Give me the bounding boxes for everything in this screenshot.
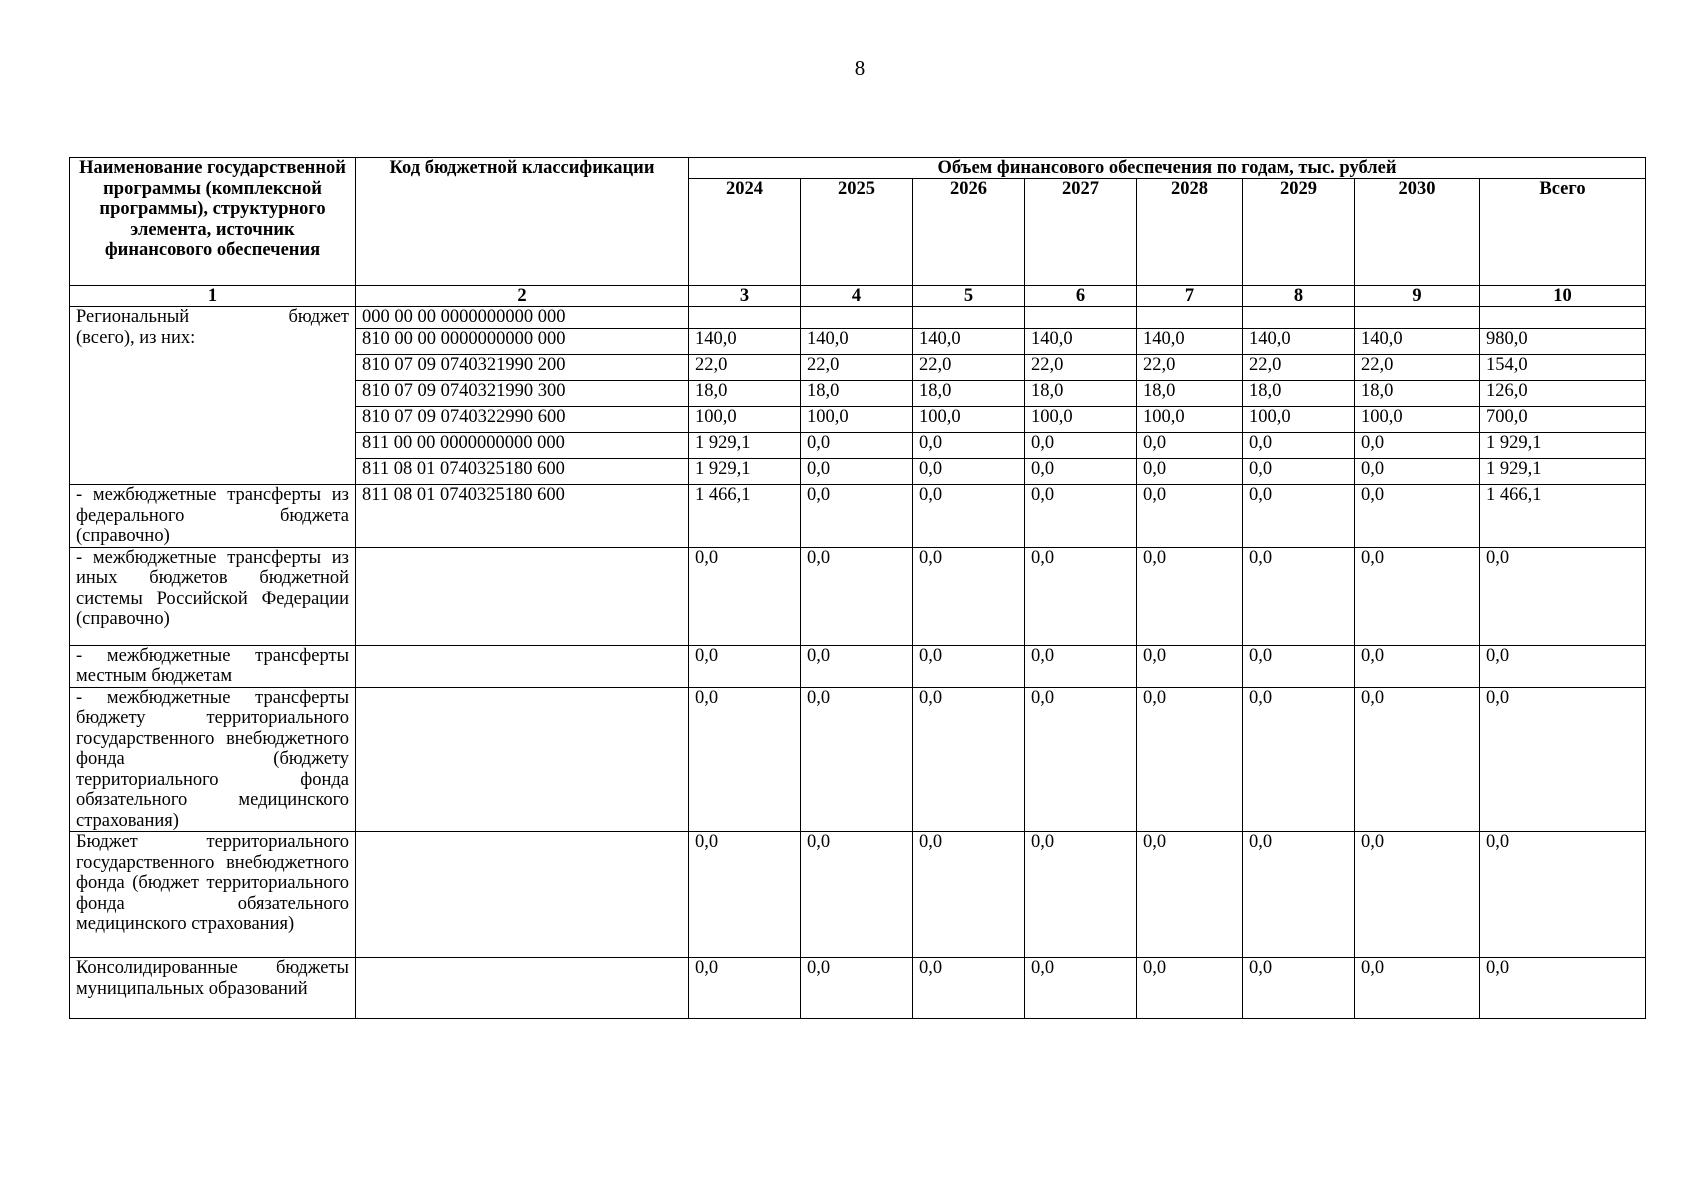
table-row	[70, 547, 1646, 645]
value-cell: 0,0	[913, 958, 1025, 1019]
value-cell	[689, 307, 801, 329]
value-cell: 0,0	[1025, 687, 1137, 832]
value-cell: 0,0	[1480, 547, 1646, 645]
budget-code-cell	[356, 687, 689, 832]
budget-code-cell: 810 00 00 0000000000 000	[356, 329, 689, 355]
value-cell: 18,0	[689, 381, 801, 407]
value-cell: 0,0	[1355, 459, 1480, 485]
value-cell: 22,0	[913, 355, 1025, 381]
value-cell: 0,0	[1243, 433, 1355, 459]
value-cell: 0,0	[913, 433, 1025, 459]
column-number-0: 1	[70, 286, 356, 307]
row-name-cell	[70, 547, 356, 645]
value-cell: 1 929,1	[1480, 433, 1646, 459]
budget-code-cell: 000 00 00 0000000000 000	[356, 307, 689, 329]
value-cell: 0,0	[1025, 547, 1137, 645]
value-cell: 18,0	[801, 381, 913, 407]
value-cell	[801, 307, 913, 329]
value-cell: 0,0	[1137, 645, 1243, 687]
value-cell: 18,0	[1243, 381, 1355, 407]
row-name-regional-budget	[70, 307, 356, 485]
budget-table	[69, 157, 1646, 1019]
budget-code-cell: 810 07 09 0740322990 600	[356, 407, 689, 433]
column-number-5: 6	[1025, 286, 1137, 307]
value-cell: 22,0	[1025, 355, 1137, 381]
header-name-column: Наименование государственной программы (комплексной программы), структурного элемента, источник финансового обеспечения	[70, 158, 356, 286]
value-cell: 0,0	[801, 687, 913, 832]
budget-code-cell: 811 08 01 0740325180 600	[356, 459, 689, 485]
value-cell: 0,0	[1355, 832, 1480, 958]
header-year-1: 2025	[801, 179, 913, 286]
value-cell: 22,0	[689, 355, 801, 381]
value-cell: 18,0	[1137, 381, 1243, 407]
value-cell	[1025, 307, 1137, 329]
value-cell: 0,0	[1137, 958, 1243, 1019]
value-cell: 0,0	[1137, 687, 1243, 832]
table-row	[70, 307, 1646, 329]
value-cell: 0,0	[1480, 687, 1646, 832]
row-name-text: - межбюджетные трансферты из иных бюджетов бюджетной системы Российской Федерации (справочно)	[76, 547, 349, 629]
page-number: 8	[854, 56, 866, 80]
value-cell: 0,0	[801, 645, 913, 687]
value-cell: 0,0	[1355, 433, 1480, 459]
value-cell: 0,0	[1243, 485, 1355, 548]
value-cell: 700,0	[1480, 407, 1646, 433]
column-number-9: 10	[1480, 286, 1646, 307]
value-cell: 0,0	[913, 485, 1025, 548]
value-cell: 0,0	[689, 547, 801, 645]
row-name-text: Консолидированные бюджеты муниципальных образований	[76, 958, 349, 999]
value-cell: 140,0	[913, 329, 1025, 355]
value-cell: 0,0	[1243, 459, 1355, 485]
regional-name-part: бюджет	[288, 307, 349, 327]
value-cell: 140,0	[1355, 329, 1480, 355]
value-cell: 1 466,1	[689, 485, 801, 548]
column-number-6: 7	[1137, 286, 1243, 307]
budget-code-cell	[356, 547, 689, 645]
value-cell: 0,0	[1480, 958, 1646, 1019]
value-cell: 140,0	[689, 329, 801, 355]
value-cell: 0,0	[913, 687, 1025, 832]
header-code-column: Код бюджетной классификации	[356, 158, 689, 286]
value-cell: 154,0	[1480, 355, 1646, 381]
budget-code-cell	[356, 958, 689, 1019]
column-number-2: 3	[689, 286, 801, 307]
column-number-7: 8	[1243, 286, 1355, 307]
row-name-cell	[70, 832, 356, 958]
header-year-0: 2024	[689, 179, 801, 286]
row-name-cell	[70, 645, 356, 687]
value-cell: 0,0	[1480, 832, 1646, 958]
header-row-1	[70, 158, 1646, 179]
value-cell: 140,0	[1243, 329, 1355, 355]
value-cell: 0,0	[689, 958, 801, 1019]
value-cell: 0,0	[913, 832, 1025, 958]
value-cell	[913, 307, 1025, 329]
table-row	[70, 832, 1646, 958]
value-cell: 100,0	[1355, 407, 1480, 433]
value-cell: 0,0	[1137, 433, 1243, 459]
value-cell: 140,0	[1137, 329, 1243, 355]
header-year-6: 2030	[1355, 179, 1480, 286]
value-cell: 100,0	[689, 407, 801, 433]
value-cell	[1355, 307, 1480, 329]
value-cell: 0,0	[801, 958, 913, 1019]
table-row	[70, 485, 1646, 548]
value-cell: 0,0	[801, 485, 913, 548]
budget-code-cell	[356, 645, 689, 687]
value-cell: 0,0	[1025, 485, 1137, 548]
budget-code-cell: 811 08 01 0740325180 600	[356, 485, 689, 548]
table-row	[70, 645, 1646, 687]
value-cell: 100,0	[1243, 407, 1355, 433]
value-cell: 0,0	[801, 459, 913, 485]
value-cell: 18,0	[913, 381, 1025, 407]
column-number-1: 2	[356, 286, 689, 307]
header-year-7: Всего	[1480, 179, 1646, 286]
row-name-text: - межбюджетные трансферты бюджету территориального государственного внебюджетного фонда (бюджету территориального фонда обязательного медицинского страхования)	[76, 687, 349, 831]
header-year-2: 2026	[913, 179, 1025, 286]
value-cell: 0,0	[1137, 547, 1243, 645]
value-cell: 100,0	[913, 407, 1025, 433]
header-volume-column: Объем финансового обеспечения по годам, тыс. рублей	[689, 158, 1646, 179]
value-cell: 0,0	[1025, 958, 1137, 1019]
value-cell: 140,0	[801, 329, 913, 355]
value-cell: 0,0	[1137, 832, 1243, 958]
value-cell: 1 929,1	[689, 433, 801, 459]
value-cell: 100,0	[801, 407, 913, 433]
header-year-5: 2029	[1243, 179, 1355, 286]
budget-code-cell	[356, 832, 689, 958]
value-cell: 1 929,1	[689, 459, 801, 485]
row-name-cell	[70, 687, 356, 832]
value-cell: 22,0	[1243, 355, 1355, 381]
value-cell: 22,0	[801, 355, 913, 381]
value-cell: 18,0	[1025, 381, 1137, 407]
value-cell: 0,0	[689, 687, 801, 832]
budget-code-cell: 810 07 09 0740321990 200	[356, 355, 689, 381]
value-cell: 0,0	[1480, 645, 1646, 687]
column-number-3: 4	[801, 286, 913, 307]
column-number-4: 5	[913, 286, 1025, 307]
value-cell	[1480, 307, 1646, 329]
value-cell: 0,0	[1355, 547, 1480, 645]
regional-name-part: (всего), из них:	[76, 327, 196, 348]
row-name-cell	[70, 485, 356, 548]
value-cell: 0,0	[913, 459, 1025, 485]
value-cell: 0,0	[1355, 485, 1480, 548]
value-cell: 0,0	[689, 832, 801, 958]
row-name-cell	[70, 958, 356, 1019]
value-cell: 0,0	[913, 645, 1025, 687]
value-cell: 0,0	[801, 547, 913, 645]
value-cell: 0,0	[1243, 687, 1355, 832]
header-year-4: 2028	[1137, 179, 1243, 286]
value-cell: 0,0	[1243, 958, 1355, 1019]
column-number-8: 9	[1355, 286, 1480, 307]
regional-name-part: Региональный	[76, 307, 190, 327]
value-cell	[1243, 307, 1355, 329]
value-cell: 0,0	[1355, 687, 1480, 832]
value-cell: 0,0	[1025, 459, 1137, 485]
value-cell	[1137, 307, 1243, 329]
header-row-column-numbers	[70, 286, 1646, 307]
value-cell: 22,0	[1355, 355, 1480, 381]
value-cell: 0,0	[1243, 645, 1355, 687]
header-year-3: 2027	[1025, 179, 1137, 286]
value-cell: 1 929,1	[1480, 459, 1646, 485]
value-cell: 0,0	[801, 832, 913, 958]
value-cell: 140,0	[1025, 329, 1137, 355]
value-cell: 100,0	[1025, 407, 1137, 433]
table-row	[70, 687, 1646, 832]
budget-code-cell: 811 00 00 0000000000 000	[356, 433, 689, 459]
value-cell: 0,0	[1355, 958, 1480, 1019]
row-name-text: - межбюджетные трансферты местным бюджетам	[76, 645, 349, 686]
row-name-text: Бюджет территориального государственного внебюджетного фонда (бюджет территориального фонда обязательного медицинского страхования)	[76, 832, 349, 934]
value-cell: 22,0	[1137, 355, 1243, 381]
value-cell: 100,0	[1137, 407, 1243, 433]
value-cell: 0,0	[1243, 547, 1355, 645]
row-name-text: - межбюджетные трансферты из федерального бюджета (справочно)	[76, 485, 349, 546]
value-cell: 0,0	[1137, 485, 1243, 548]
value-cell: 0,0	[1243, 832, 1355, 958]
budget-code-cell: 810 07 09 0740321990 300	[356, 381, 689, 407]
value-cell: 0,0	[1025, 645, 1137, 687]
value-cell: 126,0	[1480, 381, 1646, 407]
value-cell: 0,0	[913, 547, 1025, 645]
value-cell: 0,0	[1355, 645, 1480, 687]
value-cell: 18,0	[1355, 381, 1480, 407]
value-cell: 0,0	[1025, 433, 1137, 459]
value-cell: 1 466,1	[1480, 485, 1646, 548]
value-cell: 980,0	[1480, 329, 1646, 355]
table-row	[70, 958, 1646, 1019]
value-cell: 0,0	[689, 645, 801, 687]
value-cell: 0,0	[1025, 832, 1137, 958]
value-cell: 0,0	[801, 433, 913, 459]
value-cell: 0,0	[1137, 459, 1243, 485]
